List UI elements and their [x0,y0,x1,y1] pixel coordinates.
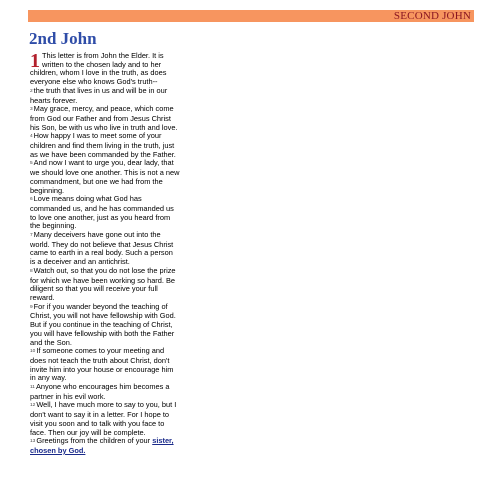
verse-number: 12 [30,403,36,409]
verse-number: 9 [30,304,33,310]
verse-text: For if you wander beyond the teaching of Christ, you will not have fellowship with God. But if you continue in the teaching of Christ, you will have fellowship with both the Father and the Son. [30,301,176,347]
verse-number: 4 [30,134,33,140]
verse-number: 10 [30,349,36,355]
verse-number: 2 [30,88,33,94]
verse-number: 11 [30,385,35,391]
verse-text: May grace, mercy, and peace, which come from God our Father and from Jesus Christ his Son, be with us who live in truth and love. [30,104,178,132]
verse-number: 6 [30,197,33,203]
verse-9 [30,303,180,348]
verse-5 [30,159,180,195]
verse-text: Love means doing what God has commanded us, and he has commanded us to love one another, just as you heard from the beginning. [30,194,174,231]
running-header-title: SECOND JOHN [393,10,471,22]
verse-7 [30,231,180,267]
verse-text: Well, I have much more to say to you, but I don't want to say it in a letter. For I hope to visit you soon and to talk with you face to face. Then our joy will be complete. [30,400,177,437]
verse-text: Greetings from the children of your [36,436,151,446]
scripture-text [30,52,180,456]
sister-link[interactable]: sister, chosen by God. [30,436,174,455]
verse-text: Watch out, so that you do not lose the prize for which we have been working so hard. Be diligent so that you will receive your full reward. [30,265,176,302]
verse-3 [30,105,180,132]
verse-number: 7 [30,233,33,239]
verse-10 [30,347,180,383]
book-title: 2nd John [29,29,97,48]
verse-8 [30,267,180,303]
verse-text: If someone comes to your meeting and does not teach the truth about Christ, don't invite him into your house or encourage him in any way. [30,346,174,383]
verse-number: 13 [30,439,36,445]
verse-text: How happy I was to meet some of your children and find them living in the truth, just as we have been commanded by the Father. [30,131,176,159]
verse-text: the truth that lives in us and will be in our hearts forever. [30,85,168,105]
verse-text: Anyone who encourages him becomes a partner in his evil work. [30,382,170,401]
verse-6 [30,195,180,231]
verse-13 [30,437,180,455]
verse-text: Many deceivers have gone out into the world. They do not believe that Jesus Christ came to earth in a real body. Such a person is a deceiver and an antichrist. [30,230,174,267]
verse-text: And now I want to urge you, dear lady, that we should love one another. This is not a new commandment, but one we had from the beginning. [30,158,180,195]
verse-2 [30,87,180,105]
verse-number: 3 [30,107,33,113]
verse-11 [30,383,180,401]
chapter-number: 1 [30,50,40,72]
verse-4 [30,132,180,159]
verse-1 [30,52,180,87]
verse-12 [30,401,180,437]
verse-number: 5 [30,161,33,167]
verse-number: 8 [30,268,33,274]
verse-text: This letter is from John the Elder. It is written to the chosen lady and to her children, whom I love in the truth, as does everyone else who knows God's truth-- [30,51,167,87]
